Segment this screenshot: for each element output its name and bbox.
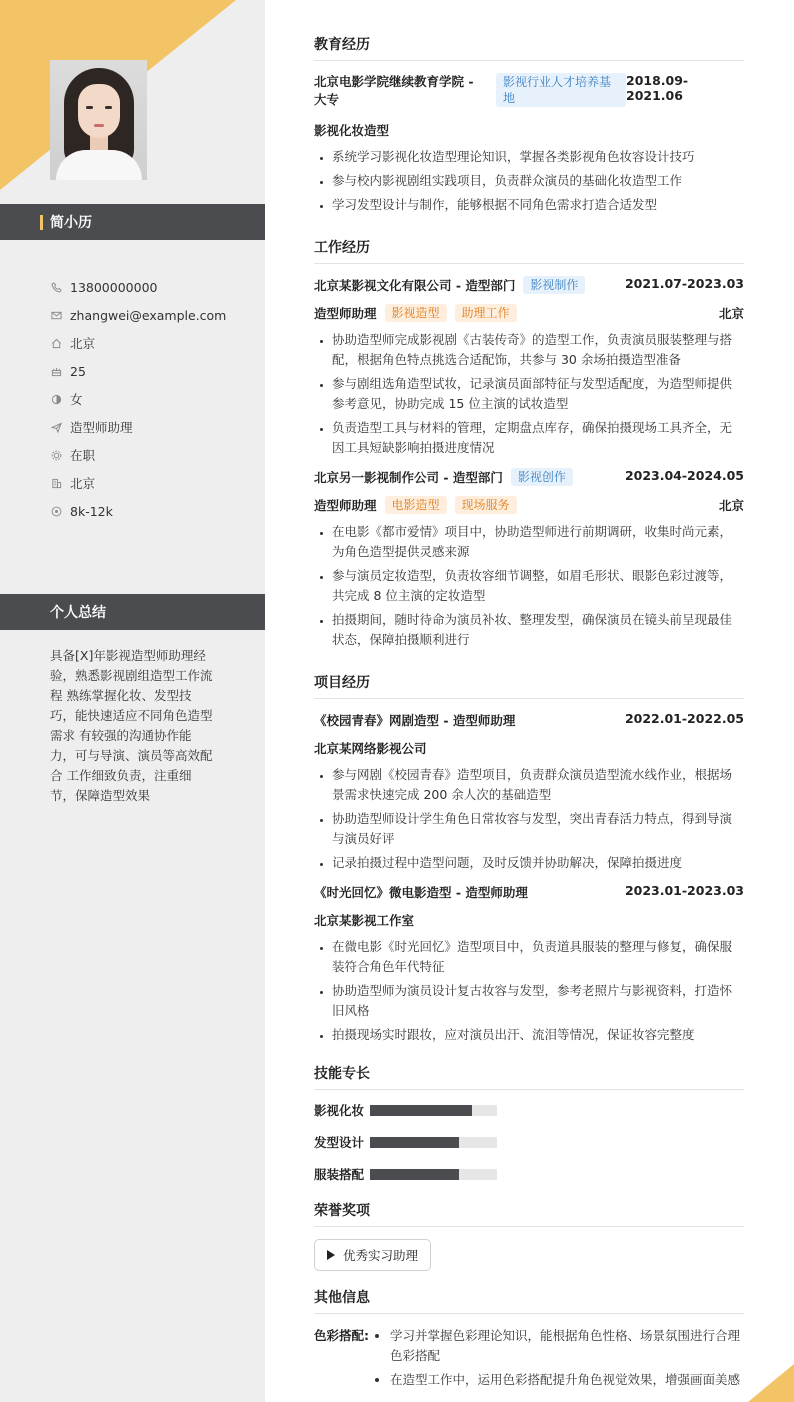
org-line [314,739,744,757]
work-date: 2023.04-2024.05 [624,468,744,483]
work-date: 2021.07-2023.03 [624,276,744,291]
contact-text: 25 [70,363,86,379]
work-city: 北京 [718,306,744,321]
skill-fill [370,1137,459,1148]
major: 影视化妆造型 [314,123,390,138]
list-item: • 学习发型设计与制作，能够根据不同角色需求打造合适发型 [332,195,744,215]
skills-list [314,1094,744,1190]
contact-text: 女 [70,392,83,407]
projects-section [314,672,744,1045]
work-section [314,237,744,650]
list-item: • 在造型工作中，运用色彩搭配提升角色视觉效果，增强画面美感 [390,1370,744,1390]
contact-phone [50,273,260,301]
skill-name: 服装搭配 [314,1167,365,1182]
other-bullets [372,1326,744,1394]
project-head [314,711,744,729]
award-name: 优秀实习助理 [343,1248,419,1263]
play-icon [327,1250,335,1260]
project-name: 《校园青春》网剧造型 - 造型师助理 [314,713,516,728]
major-line [314,121,744,139]
skill-fill [370,1105,472,1116]
mail-icon [50,309,62,321]
school-name: 北京电影学院继续教育学院 - 大专 [314,74,474,107]
skill-bar [370,1137,497,1148]
list-item: • 负责造型工具与材料的管理，定期盘点库存，确保拍摄现场工具齐全，无因工具短缺影响拍摄进度情况 [332,418,744,458]
section-title: 工作经历 [314,237,744,264]
status-icon [50,449,62,461]
role: 造型师助理 [314,498,377,513]
work-head [314,468,744,486]
main-content [314,34,744,1394]
project-entry [314,711,744,873]
contact-position [50,413,260,441]
role-tag: 助理工作 [455,304,517,322]
contact-text: 北京 [70,336,96,351]
role-line [314,496,744,514]
award-badge [314,1239,431,1271]
contact-text: 北京 [70,476,96,491]
education-section [314,34,744,215]
list-item: • 参与剧组选角造型试妆，记录演员面部特征与发型适配度，为造型师提供参考意见，协助完成 15 位主演的试妆造型 [332,374,744,414]
contact-text: 8k-12k [70,503,113,519]
summary-text: 具备[X]年影视造型师助理经验，熟悉影视剧组造型工作流程 熟练掌握化妆、发型技巧，能快速适应不同角色造型需求 有较强的沟通协作能力，可与导演、演员等高效配合 工作细致负责，注重细节，保障造型效果 [50,648,213,803]
role-line [314,304,744,322]
awards-section [314,1200,744,1271]
resume-title: 简小历 [50,215,92,231]
contact-text: 造型师助理 [70,420,133,435]
section-title: 技能专长 [314,1063,744,1090]
skill-bar [370,1169,497,1180]
list-item: • 系统学习影视化妆造型理论知识，掌握各类影视角色妆容设计技巧 [332,147,744,167]
company-name: 北京另一影视制作公司 - 造型部门 [314,470,503,485]
project-bullets [314,937,744,1045]
list-item: • 参与校内影视剧组实践项目，负责群众演员的基础化妆造型工作 [332,171,744,191]
contact-email [50,301,260,329]
send-icon [50,421,62,433]
contact-age [50,357,260,385]
profile-photo [50,60,147,180]
skills-section [314,1063,744,1190]
section-title: 其他信息 [314,1287,744,1314]
list-item: • 协助造型师为演员设计复古妆容与发型，参考老照片与影视资料，打造怀旧风格 [332,981,744,1021]
project-name: 《时光回忆》微电影造型 - 造型师助理 [314,885,528,900]
resume-title-header [0,204,265,240]
contact-city [50,469,260,497]
gender-icon [50,393,62,405]
project-org: 北京某网络影视公司 [314,741,427,756]
list-item: • 在微电影《时光回忆》造型项目中，负责道具服装的整理与修复，确保服装符合角色年代特征 [332,937,744,977]
list-item: • 在电影《都市爱情》项目中，协助造型师进行前期调研，收集时尚元素，为角色造型提供灵感来源 [332,522,744,562]
list-item: • 拍摄期间，随时待命为演员补妆、整理发型，确保演员在镜头前呈现最佳状态，保障拍摄顺利进行 [332,610,744,650]
work-bullets [314,330,744,458]
work-city: 北京 [718,498,744,513]
summary-header [0,594,265,630]
school-tag: 影视行业人才培养基地 [496,73,626,107]
list-item: • 参与演员定妆造型，负责妆容细节调整，如眉毛形状、眼影色彩过渡等，共完成 8 位主演的定妆造型 [332,566,744,606]
list-item: • 记录拍摄过程中造型问题，及时反馈并协助解决，保障拍摄进度 [332,853,744,873]
work-head [314,276,744,294]
education-bullets [314,147,744,215]
project-entry [314,883,744,1045]
list-item: • 参与网剧《校园青春》造型项目，负责群众演员造型流水线作业，根据场景需求快速完成 200 余人次的基础造型 [332,765,744,805]
company-name: 北京某影视文化有限公司 - 造型部门 [314,278,516,293]
section-title: 荣誉奖项 [314,1200,744,1227]
role-tag: 影视造型 [385,304,447,322]
contact-text: zhangwei@example.com [70,307,227,323]
project-head [314,883,744,901]
skill-fill [370,1169,459,1180]
role-tag: 现场服务 [455,496,517,514]
summary-title: 个人总结 [50,605,106,621]
project-bullets [314,765,744,873]
skill-name: 影视化妆 [314,1103,365,1118]
role: 造型师助理 [314,306,377,321]
other-row [314,1326,744,1394]
contact-list [50,273,260,525]
project-date: 2023.01-2023.03 [624,883,744,898]
education-date: 2018.09-2021.06 [626,73,689,103]
work-entry [314,276,744,458]
salary-icon [50,505,62,517]
list-item: • 学习并掌握色彩理论知识，能根据角色性格、场景氛围进行合理色彩搭配 [390,1326,744,1366]
sidebar [0,0,265,1402]
list-item: • 协助造型师设计学生角色日常妆容与发型，突出青春活力特点，得到导演与演员好评 [332,809,744,849]
skill-name: 发型设计 [314,1135,365,1150]
contact-location [50,329,260,357]
section-title: 教育经历 [314,34,744,61]
role-tag: 电影造型 [385,496,447,514]
age-icon [50,365,62,377]
other-label: 色彩搭配: [314,1328,369,1343]
contact-text: 在职 [70,448,96,463]
org-line [314,911,744,929]
work-bullets [314,522,744,650]
list-item: • 拍摄现场实时跟妆，应对演员出汗、流泪等情况，保证妆容完整度 [332,1025,744,1045]
contact-salary [50,497,260,525]
phone-icon [50,281,62,293]
skill-item [314,1094,535,1126]
building-icon [50,477,62,489]
contact-status [50,441,260,469]
contact-text: 13800000000 [70,279,158,295]
project-date: 2022.01-2022.05 [624,711,744,726]
other-section [314,1287,744,1394]
list-item: • 协助造型师完成影视剧《古装传奇》的造型工作，负责演员服装整理与搭配，根据角色特点挑选合适配饰，共参与 30 余场拍摄造型准备 [332,330,744,370]
project-org: 北京某影视工作室 [314,913,415,928]
skill-item [314,1158,535,1190]
company-tag: 影视创作 [511,468,573,486]
work-entry [314,468,744,650]
accent-bar [40,215,43,230]
contact-gender [50,385,260,413]
home-icon [50,337,62,349]
skill-item [314,1126,535,1158]
section-title: 项目经历 [314,672,744,699]
company-tag: 影视制作 [523,276,585,294]
education-head [314,73,744,109]
skill-bar [370,1105,497,1116]
decorative-corner [748,1364,794,1402]
